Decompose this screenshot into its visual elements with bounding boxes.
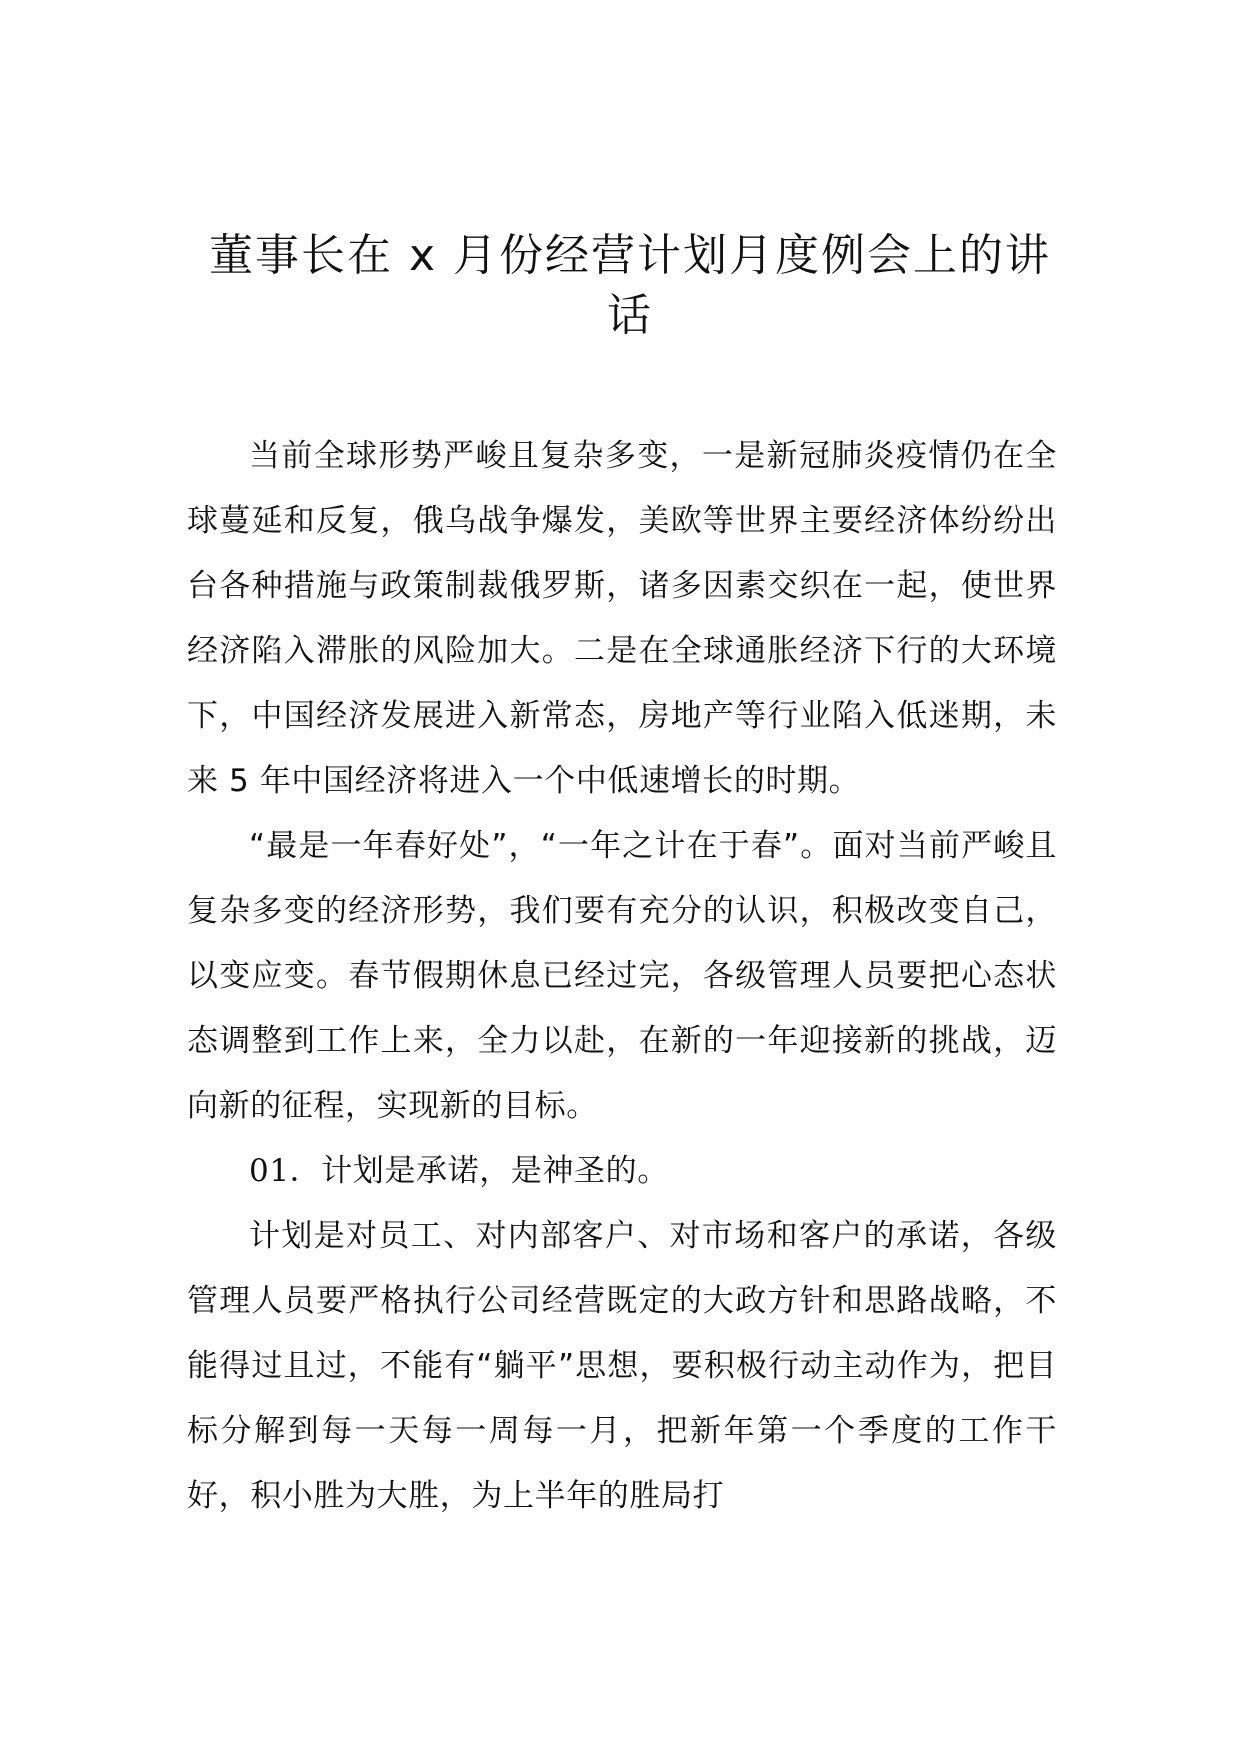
- paragraph-plan-commitment: 计划是对员工、对内部客户、对市场和客户的承诺，各级管理人员要严格执行公司经营既定的大政方针和思路战略，不能得过且过，不能有“躺平”思想，要积极行动主动作为，把目标分解到每一天每一周每一月，把新年第一个季度的工作干好，积小胜为大胜，为上半年的胜局打: [187, 1218, 1057, 1514]
- section-heading-01: 01．计划是承诺，是神圣的。: [249, 1153, 669, 1189]
- document-body: [187, 424, 1057, 1529]
- document-title: 董事长在 x 月份经营计划月度例会上的讲话: [208, 230, 1051, 341]
- paragraph-global-situation: 当前全球形势严峻且复杂多变，一是新冠肺炎疫情仍在全球蔓延和反复，俄乌战争爆发，美欧等世界主要经济体纷纷出台各种措施与政策制裁俄罗斯，诸多因素交织在一起，使世界经济陷入滞胀的风险加大。二是在全球通胀经济下行的大环境下，中国经济发展进入新常态，房地产等行业陷入低迷期，未来 5 年中国经济将进入一个中低速增长的时期。: [187, 438, 1057, 799]
- paragraph-spring-quote: “最是一年春好处”，“一年之计在于春”。面对当前严峻且复杂多变的经济形势，我们要有充分的认识，积极改变自己，以变应变。春节假期休息已经过完，各级管理人员要把心态状态调整到工作上来，全力以赴，在新的一年迎接新的挑战，迈向新的征程，实现新的目标。: [187, 828, 1058, 1124]
